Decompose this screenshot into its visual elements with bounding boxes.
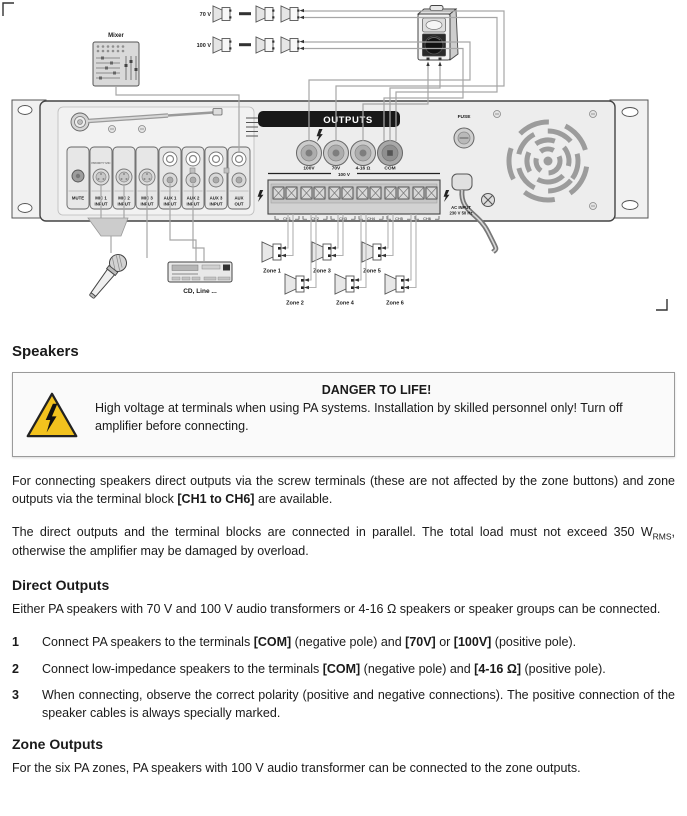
- speaker-icon: [256, 6, 274, 22]
- zone-label: Zone 3: [313, 268, 331, 275]
- speakers-heading: Speakers: [12, 343, 79, 360]
- bold-terminal-ref: [70V]: [405, 635, 436, 650]
- step-segment: (positive pole).: [491, 635, 577, 650]
- chain-100v-label: 100 V: [196, 43, 211, 49]
- speaker-icon: [213, 6, 231, 22]
- bold-terminal-ref: [COM]: [253, 635, 292, 650]
- panel-screw: [590, 203, 597, 210]
- mixer-icon: [93, 33, 139, 86]
- zone1-speaker-icon: [262, 242, 281, 262]
- paragraph-connections: [12, 473, 675, 508]
- zone-outputs-text: For the six PA zones, PA speakers with 100 V audio transformer can be connected to the zone outputs.: [12, 761, 581, 776]
- series-dash: [239, 12, 251, 15]
- zone2-speaker-icon: [285, 274, 304, 294]
- svg-text:OUT: OUT: [234, 201, 244, 207]
- paragraph-text: , otherwise the amplifier may be damaged by overload.: [12, 525, 675, 559]
- step-text: [42, 661, 675, 679]
- ac-voltage-label: 230 V 50 Hz: [449, 210, 473, 216]
- step-segment: (positive pole).: [521, 661, 606, 676]
- svg-text:MIC 1: MIC 1: [95, 195, 107, 201]
- speaker-icon: [256, 37, 274, 53]
- wiring-diagram: [0, 0, 687, 330]
- svg-text:MIC 3: MIC 3: [141, 195, 153, 201]
- series-dash: [239, 43, 251, 46]
- svg-text:AUX 3: AUX 3: [209, 195, 223, 201]
- zone5-speaker-icon: [362, 242, 381, 262]
- module-label: MUTE: [71, 195, 85, 201]
- mixer-label: Mixer: [108, 33, 124, 39]
- ac-input-label: AC INPUT: [451, 205, 471, 210]
- direct-outputs-steps: [12, 634, 675, 722]
- channel-label: CH6: [423, 216, 431, 221]
- zone-speakers: [262, 214, 416, 307]
- channel-label: CH4: [367, 216, 375, 221]
- paragraph-load: [12, 524, 675, 561]
- svg-text:AUX 2: AUX 2: [186, 195, 200, 201]
- svg-text:MIC 2: MIC 2: [118, 195, 130, 201]
- step-segment: Connect PA speakers to the terminals: [42, 635, 254, 650]
- svg-text:INPUT: INPUT: [209, 201, 223, 207]
- panel-screw: [590, 111, 597, 118]
- step-item: [12, 634, 675, 652]
- microphone-icon: [85, 251, 130, 302]
- bold-terminal-ref: [COM]: [322, 661, 361, 676]
- zone-label: Zone 5: [363, 268, 381, 275]
- terminal-label: 70V: [331, 166, 341, 172]
- speaker-chain-70v: [200, 6, 304, 22]
- step-item: [12, 687, 675, 722]
- warning-title: DANGER TO LIFE!: [321, 383, 432, 397]
- channel-label: CH1: [283, 216, 291, 221]
- svg-text:INPUT: INPUT: [94, 201, 108, 207]
- channel-label: CH3: [339, 216, 347, 221]
- cd-player-icon: [168, 262, 232, 295]
- module-aux-out: [228, 147, 250, 209]
- step-text: [42, 634, 675, 652]
- svg-text:INPUT: INPUT: [163, 201, 177, 207]
- priority-mic-label: PRIORITY MIC: [91, 161, 111, 165]
- zone-label: Zone 1: [263, 268, 281, 275]
- bold-terminal-ref: [CH1 to CH6]: [177, 491, 255, 506]
- svg-text:AUX: AUX: [234, 195, 244, 201]
- paragraph-text: For connecting speakers direct outputs via the screw terminals (these are not affected by the zone buttons) and zone outputs via the terminal block: [12, 474, 675, 506]
- zone4-speaker-icon: [335, 274, 354, 294]
- terminal-label: COM: [384, 166, 396, 172]
- step-number: 3: [12, 688, 19, 703]
- figure-corner-mark-topleft: [3, 3, 14, 16]
- channel-label: CH2: [311, 216, 319, 221]
- bold-terminal-ref: [100V]: [453, 635, 492, 650]
- direct-outputs-heading: Direct Outputs: [12, 576, 110, 593]
- step-segment: Connect low-impedance speakers to the terminals: [42, 661, 323, 676]
- warning-triangle-icon: [25, 381, 79, 444]
- svg-text:AUX 1: AUX 1: [163, 195, 177, 201]
- speaker-icon: [281, 6, 299, 22]
- cable-funnel: [88, 218, 128, 236]
- channel-label: CH5: [395, 216, 403, 221]
- step-number: 2: [12, 661, 19, 676]
- step-segment: (negative pole) and: [291, 635, 406, 650]
- svg-text:INPUT: INPUT: [117, 201, 131, 207]
- subscript-rms: RMS: [652, 531, 672, 542]
- speaker-chain-100v: [197, 37, 304, 53]
- fuse-label: FUSE: [457, 115, 471, 120]
- panel-screw: [494, 111, 501, 118]
- speaker-icon: [281, 37, 299, 53]
- figure-corner-mark-bottomright: [656, 299, 667, 310]
- manual-text: [0, 343, 687, 778]
- direct-outputs-intro: Either PA speakers with 70 V and 100 V audio transformers or 4-16 Ω speakers or speaker groups can be connected.: [12, 601, 661, 616]
- chain-70v-label: 70 V: [199, 12, 211, 18]
- ground-screw: [482, 194, 495, 207]
- svg-text:INPUT: INPUT: [140, 201, 154, 207]
- zone3-speaker-icon: [312, 242, 331, 262]
- warning-text: High voltage at terminals when using PA systems. Installation by skilled personnel only! Turn off amplifier before connecting.: [95, 401, 623, 433]
- paragraph-text: The direct outputs and the terminal blocks are connected in parallel. The total load must not exceed 350 W: [12, 525, 653, 539]
- cd-line-label: CD, Line ...: [183, 288, 217, 295]
- module-mute: [67, 147, 89, 209]
- pa-cabinet-icon: [418, 6, 458, 67]
- terminal-label: 100V: [303, 166, 315, 172]
- zone-label: Zone 4: [336, 300, 354, 307]
- warning-content: [95, 381, 658, 435]
- outputs-title: OUTPUTS: [323, 115, 373, 126]
- zone-label: Zone 6: [386, 300, 404, 307]
- zone6-speaker-icon: [385, 274, 404, 294]
- zone-outputs-heading: Zone Outputs: [12, 736, 103, 753]
- svg-text:INPUT: INPUT: [186, 201, 200, 207]
- step-item: [12, 661, 675, 679]
- step-segment: (negative pole) and: [360, 661, 475, 676]
- step-text: When connecting, observe the correct polarity (positive and negative connections). The positive connection of the speaker cables is always specially marked.: [42, 688, 675, 720]
- bold-terminal-ref: [4-16 Ω]: [474, 661, 522, 676]
- terminal-label: 4-16 Ω: [355, 166, 371, 172]
- speaker-icon: [213, 37, 231, 53]
- step-number: 1: [12, 635, 19, 650]
- block-voltage-label: 100 V: [337, 172, 351, 177]
- module-aux3: [205, 147, 227, 209]
- zone-label: Zone 2: [286, 300, 304, 307]
- step-segment: or: [435, 635, 454, 650]
- paragraph-text: are available.: [254, 491, 333, 506]
- danger-warning-box: [12, 372, 675, 457]
